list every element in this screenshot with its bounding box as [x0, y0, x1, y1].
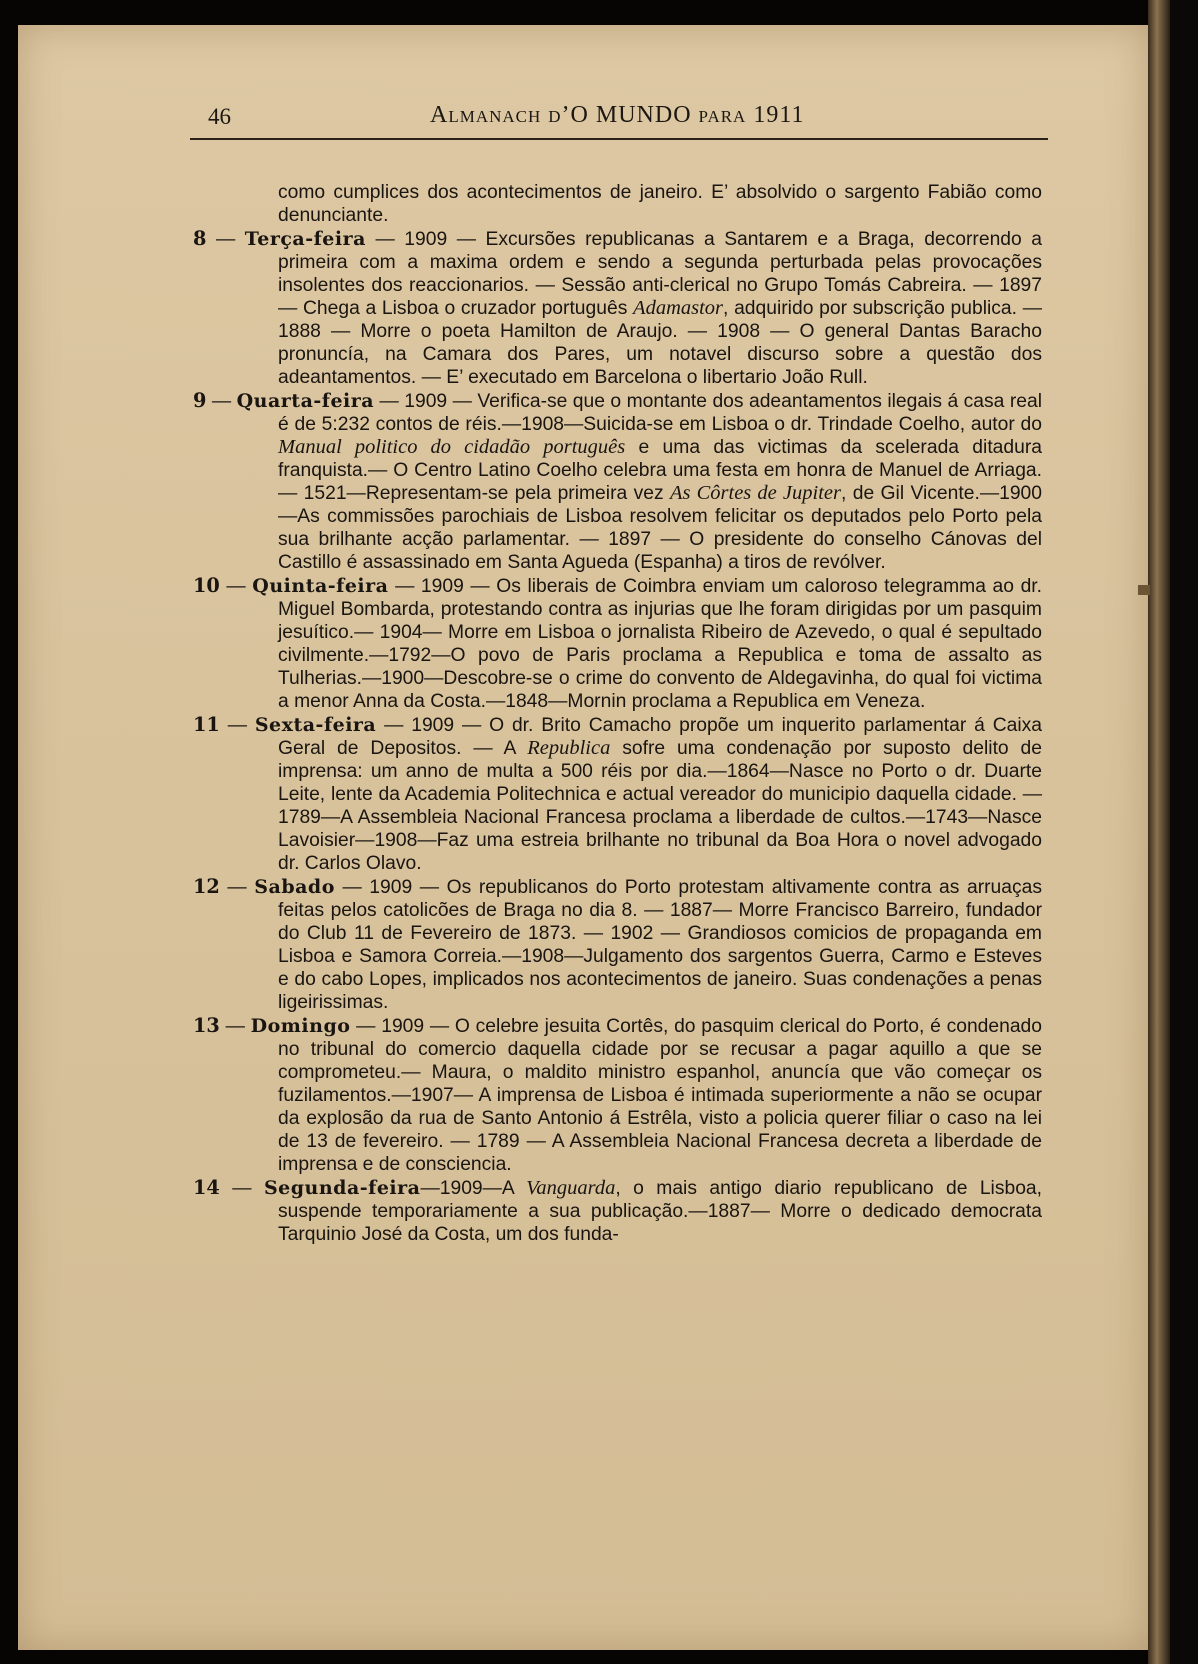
date-number: 12: [193, 875, 220, 898]
entry-text: , adquirido por subscrição publica. — 1888 — Morre o poeta Hamilton de Araujo. — 1908 — O general Dantas Baracho pronuncía, na Camara dos Pares, um notavel discurso sobre a questão dos adeantamentos. — E’ executado em Barcelona o libertario João Rull.: [278, 298, 1042, 388]
entry-text: sofre uma condenação por suposto delito de imprensa: um anno de multa a 500 réis por dia.—1864—Nasce no Porto o dr. Duarte Leite, lente da Academia Politechnica e actual vereador do municipio daquella cidade. —1789—A Assembleia Nacional Francesa proclama a liberdade de cultos.—1743—Nasce Lavoisier—1908—Faz uma estreia brilhante no tribunal da Boa Hora o novel advogado dr. Carlos Olavo.: [278, 738, 1042, 874]
header-rule: [190, 138, 1048, 140]
page-number: 46: [208, 104, 231, 129]
date-number: 8: [193, 227, 207, 250]
ship-name: Adamastor: [633, 297, 724, 319]
day-heading: Segunda-feira: [263, 1177, 421, 1199]
date-number: 13: [193, 1014, 220, 1037]
newspaper-title: Vanguarda: [526, 1177, 616, 1199]
entry-10: 10 — Quinta-feira — 1909 — Os liberais de Coimbra enviam um caloroso telegramma ao dr. Miguel Bombarda, protestando contra as injurias que lhe foram dirigidas por um pasquim jesuítico.— 1904— Morre em Lisboa o jornalista Ribeiro de Azevedo, o qual é sepultado civilmente.—1792—O povo de Paris proclama a Republica e toma de assalto as Tulherias.—1900—Descobre-se o crime do convento de Aldegavinha, do qual foi victima a menor Anna da Costa.—1848—Mornin proclama a Republica em Veneza.: [193, 574, 1043, 712]
entry-text: , o mais antigo diario republicano de Lisboa, suspende temporariamente a sua publicação.—1887— Morre o dedicado democrata Tarquinio José da Costa, um dos funda-: [278, 1178, 1043, 1245]
running-title: Almanach d’O MUNDO para 1911: [430, 102, 805, 128]
day-heading: Sabado: [254, 876, 335, 898]
scan-border: [1170, 0, 1198, 1664]
entry-text: — 1909 — Os republicanos do Porto protestam altivamente contra as arruaças feitas pelos catolicões de Braga no dia 8. — 1887— Morre Francisco Barreiro, fundador do Club 11 de Fevereiro de 1873. — 1902 — Grandiosos comicios de propaganda em Lisboa e Samora Correia.—1908—Julgamento dos sargentos Guerra, Carmo e Esteves e do cabo Lopes, implicados nos acontecimentos de janeiro. Suas condenações a penas ligeirissimas.: [278, 877, 1043, 1013]
entry-9: 9 — Quarta-feira — 1909 — Verifica-se que o montante dos adeantamentos ilegais á casa real é de 5:232 contos de réis.—1908—Suicida-se em Lisboa o dr. Trindade Coelho, autor do Manual politico do cidadão português e uma das victimas da scelerada ditadura franquista.— O Centro Latino Coelho celebra uma festa em honra de Manuel de Arriaga.— 1521—Representam-se pela primeira vez As Côrtes de Jupiter, de Gil Vicente.—1900—As commissões parochiais de Lisboa resolvem felicitar os deputados pelo Porto pela sua brilhante acção parlamentar. — 1897 — O presidente do conselho Cánovas del Castillo é assassinado em Santa Agueda (Espanha) a tiros de revólver.: [193, 389, 1042, 573]
date-number: 14: [193, 1176, 220, 1199]
day-heading: Sexta-feira: [254, 714, 377, 736]
running-header: [190, 100, 1050, 134]
entry-text: — 1909 — O dr. Brito Camacho propõe um inquerito parlamentar á Caixa Geral de Depositos. — A: [278, 715, 1043, 759]
day-heading: Domingo: [250, 1015, 351, 1037]
day-heading: Quarta-feira: [236, 390, 375, 412]
entry-text: —1909—A: [420, 1178, 527, 1199]
day-heading: Terça-feira: [244, 228, 366, 250]
entry-8: 8 — Terça-feira — 1909 — Excursões republicanas a Santarem e a Braga, decorrendo a primeira com a maxima ordem e sendo a segunda perturbada pelas provocações insolentes dos reaccionarios. — Sessão anti-clerical no Grupo Tomás Cabreira. — 1897 — Chega a Lisboa o cruzador português Adamastor, adquirido por subscrição publica. — 1888 — Morre o poeta Hamilton de Araujo. — 1908 — O general Dantas Baracho pronuncía, na Camara dos Pares, um notavel discurso sobre a questão dos adeantamentos. — E’ executado em Barcelona o libertario João Rull.: [193, 227, 1042, 388]
entry-11: 11 — Sexta-feira — 1909 — O dr. Brito Camacho propõe um inquerito parlamentar á Caixa Geral de Depositos. — A Republica sofre uma condenação por suposto delito de imprensa: um anno de multa a 500 réis por dia.—1864—Nasce no Porto o dr. Duarte Leite, lente da Academia Politechnica e actual vereador do municipio daquella cidade. —1789—A Assembleia Nacional Francesa proclama a liberdade de cultos.—1743—Nasce Lavoisier—1908—Faz uma estreia brilhante no tribunal da Boa Hora o novel advogado dr. Carlos Olavo.: [193, 713, 1043, 874]
binding-edge: [1148, 0, 1170, 1664]
book-title: Manual politico do cidadão português: [278, 436, 626, 458]
entry-12: 12 — Sabado — 1909 — Os republicanos do Porto protestam altivamente contra as arruaças feitas pelos catolicões de Braga no dia 8. — 1887— Morre Francisco Barreiro, fundador do Club 11 de Fevereiro de 1873. — 1902 — Grandiosos comicios de propaganda em Lisboa e Samora Correia.—1908—Julgamento dos sargentos Guerra, Carmo e Esteves e do cabo Lopes, implicados nos acontecimentos de janeiro. Suas condenações a penas ligeirissimas.: [193, 875, 1043, 1013]
date-number: 10: [193, 574, 220, 597]
entry-text: — 1909 — Os liberais de Coimbra enviam um caloroso telegramma ao dr. Miguel Bombarda, protestando contra as injurias que lhe foram dirigidas por um pasquim jesuítico.— 1904— Morre em Lisboa o jornalista Ribeiro de Azevedo, o qual é sepultado civilmente.—1792—O povo de Paris proclama a Republica e toma de assalto as Tulherias.—1900—Descobre-se o crime do convento de Aldegavinha, do qual foi victima a menor Anna da Costa.—1848—Mornin proclama a Republica em Veneza.: [278, 576, 1043, 712]
entry-text: — 1909 — Verifica-se que o montante dos adeantamentos ilegais á casa real é de 5:232 contos de réis.—1908—Suicida-se em Lisboa o dr. Trindade Coelho, autor do: [278, 391, 1042, 435]
entry-14: 14 — Segunda-feira—1909—A Vanguarda, o mais antigo diario republicano de Lisboa, suspende temporariamente a sua publicação.—1887— Morre o dedicado democrata Tarquinio José da Costa, um dos funda-: [193, 1176, 1043, 1245]
paper-tear-mark: [1138, 585, 1150, 595]
date-number: 11: [193, 713, 220, 736]
newspaper-title: Republica: [527, 737, 611, 759]
intro-paragraph: como cumplices dos acontecimentos de janeiro. E’ absolvido o sargento Fabião como denunciante.: [278, 182, 1042, 226]
day-heading: Quinta-feira: [252, 575, 389, 597]
body-text: [193, 181, 1043, 1246]
entry-text: , de Gil Vicente.—1900—As commissões parochiais de Lisboa resolvem felicitar os deputados pelo Porto pela sua brilhante acção parlamentar. — 1897 — O presidente do conselho Cánovas del Castillo é assassinado em Santa Agueda (Espanha) a tiros de revólver.: [278, 483, 1042, 573]
entry-text: — 1909 — Excursões republicanas a Santarem e a Braga, decorrendo a primeira com a maxima ordem e sendo a segunda perturbada pelas provocações insolentes dos reaccionarios. — Sessão anti-clerical no Grupo Tomás Cabreira. — 1897 — Chega a Lisboa o cruzador português: [278, 229, 1042, 319]
play-title: As Côrtes de Jupiter: [669, 482, 841, 504]
date-number: 9: [193, 389, 207, 412]
entry-text: e uma das victimas da scelerada ditadura franquista.— O Centro Latino Coelho celebra uma festa em honra de Manuel de Arriaga.— 1521—Representam-se pela primeira vez: [278, 437, 1042, 504]
entry-text: — 1909 — O celebre jesuita Cortês, do pasquim clerical do Porto, é condenado no tribunal do comercio daquella cidade por se recusar a pagar aquillo a que se comprometeu.— Maura, o maldito ministro espanhol, anuncía que vão começar os fuzilamentos.—1907— A imprensa de Lisboa é intimada superiormente a não se ocupar da explosão da rua de Santo Antonio á Estrêla, visto a policia querer filiar o caso na lei de 13 de fevereiro. — 1789 — A Assembleia Nacional Francesa decreta a liberdade de imprensa e de consciencia.: [278, 1016, 1043, 1175]
entry-13: 13 — Domingo — 1909 — O celebre jesuita Cortês, do pasquim clerical do Porto, é condenado no tribunal do comercio daquella cidade por se recusar a pagar aquillo a que se comprometeu.— Maura, o maldito ministro espanhol, anuncía que vão começar os fuzilamentos.—1907— A imprensa de Lisboa é intimada superiormente a não se ocupar da explosão da rua de Santo Antonio á Estrêla, visto a policia querer filiar o caso na lei de 13 de fevereiro. — 1789 — A Assembleia Nacional Francesa decreta a liberdade de imprensa e de consciencia.: [193, 1014, 1043, 1175]
